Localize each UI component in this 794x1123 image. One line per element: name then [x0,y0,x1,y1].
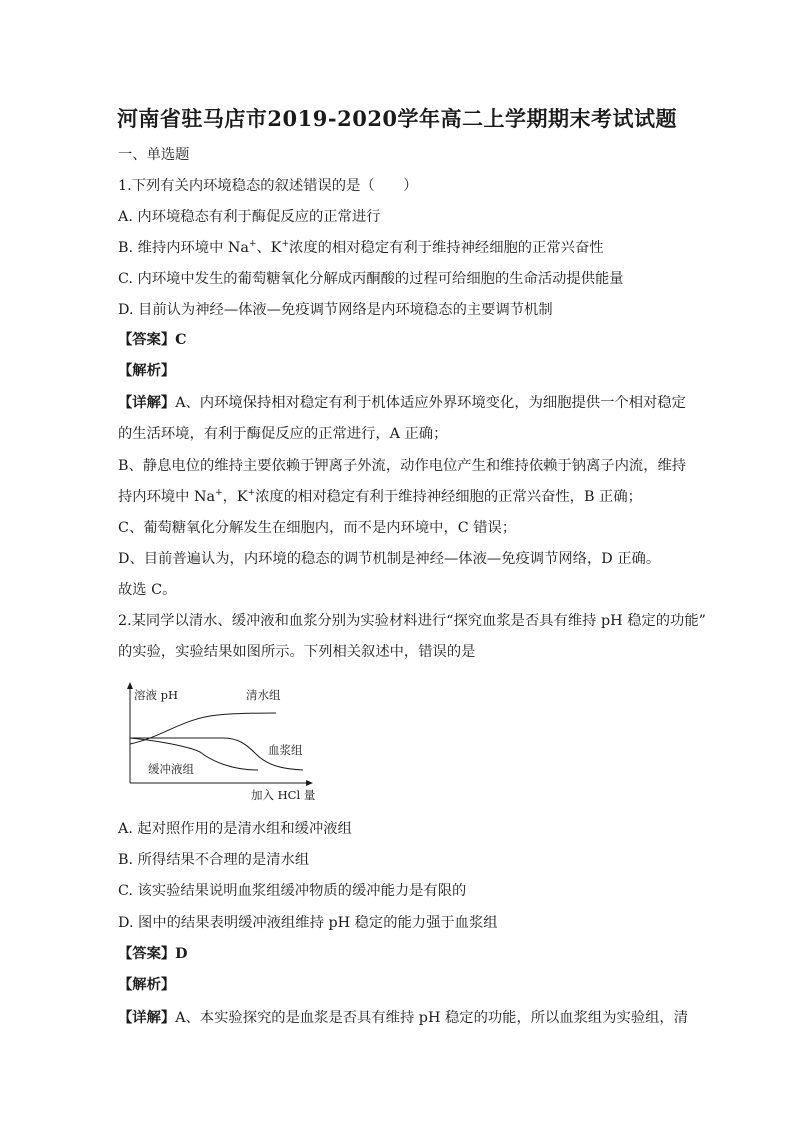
superscript: + [281,239,290,249]
q1-detail-line-2: 的生活环境，有利于酶促反应的正常进行，A 正确； [118,426,448,442]
q1-detail-line-4 [118,487,642,507]
series-label-water: 清水组 [246,688,281,702]
q1-option-b-part3: 浓度的相对稳定有利于维持神经细胞的正常兴奋性 [289,240,604,256]
q1-analysis-heading: 【解析】 [118,363,176,379]
q1-option-b-part1: B. 维持内环境中 Na [118,240,249,256]
q1-detail-line-3: B、静息电位的维持主要依赖于钾离子外流，动作电位产生和维持依赖于钠离子内流，维持 [118,458,687,474]
q1-detail-4-part2: ，K [222,489,248,505]
q1-option-b [118,238,604,258]
q2-option-a: A. 起对照作用的是清水组和缓冲液组 [118,821,352,837]
superscript: + [248,239,257,249]
superscript: + [247,488,256,498]
q2-detail-line-1 [118,1008,689,1028]
page-title: 河南省驻马店市2019-2020学年高二上学期期末考试试题 [116,106,678,131]
q1-detail-line-6: D、目前普遍认为，内环境的稳态的调节机制是神经—体液—免疫调节网络，D 正确。 [118,551,661,567]
x-axis-label: 加入 HCl 量 [251,788,316,802]
y-axis-label: 溶液 pH [134,688,179,702]
q2-detail-text-1: A、本实验探究的是血浆是否具有维持 pH 稳定的功能，所以血浆组为实验组，清 [175,1010,689,1026]
q1-stem: 1.下列有关内环境稳态的叙述错误的是（ ） [118,178,418,194]
detail-tag: 【详解】 [118,395,176,411]
q1-option-a: A. 内环境稳态有利于酶促反应的正常进行 [118,209,381,225]
ph-curve-figure [118,682,328,807]
q1-detail-line-5: C、葡萄糖氧化分解发生在细胞内，而不是内环境中，C 错误； [118,520,517,536]
q1-detail-line-7: 故选 C。 [118,582,177,598]
superscript: + [215,488,223,498]
detail-tag: 【详解】 [118,1010,176,1026]
q1-detail-4-part3: 浓度的相对稳定有利于维持神经细胞的正常兴奋性，B 正确； [255,489,642,505]
q1-option-c: C. 内环境中发生的葡萄糖氧化分解成丙酮酸的过程可给细胞的生命活动提供能量 [118,271,624,287]
q2-stem-line-2: 的实验，实验结果如图所示。下列相关叙述中，错误的是 [118,644,476,660]
series-label-plasma: 血浆组 [268,743,303,757]
y-axis-arrow [127,682,133,689]
q2-option-c: C. 该实验结果说明血浆组缓冲物质的缓冲能力是有限的 [118,883,467,899]
series-label-buffer: 缓冲液组 [148,762,194,776]
q1-option-d: D. 目前认为神经—体液—免疫调节网络是内环境稳态的主要调节机制 [118,302,553,318]
q1-detail-line-1 [118,393,686,413]
q2-option-b: B. 所得结果不合理的是清水组 [118,852,310,868]
q2-stem-line-1: 2.某同学以清水、缓冲液和血浆分别为实验材料进行“探究血浆是否具有维持 pH 稳定的功能” [118,613,706,629]
section-heading: 一、单选题 [118,147,190,163]
q1-detail-4-part1: 持内环境中 Na [118,489,216,505]
q1-option-b-part2: 、K [256,240,282,256]
q1-answer: 【答案】C [118,332,187,348]
q2-answer: 【答案】D [118,946,188,962]
series-line-water [130,713,276,744]
q1-detail-text-1: A、内环境保持相对稳定有利于机体适应外界环境变化，为细胞提供一个相对稳定 [175,395,686,411]
q2-option-d: D. 图中的结果表明缓冲液组维持 pH 稳定的能力强于血浆组 [118,915,498,931]
x-axis-arrow [306,780,313,786]
q2-analysis-heading: 【解析】 [118,977,176,993]
